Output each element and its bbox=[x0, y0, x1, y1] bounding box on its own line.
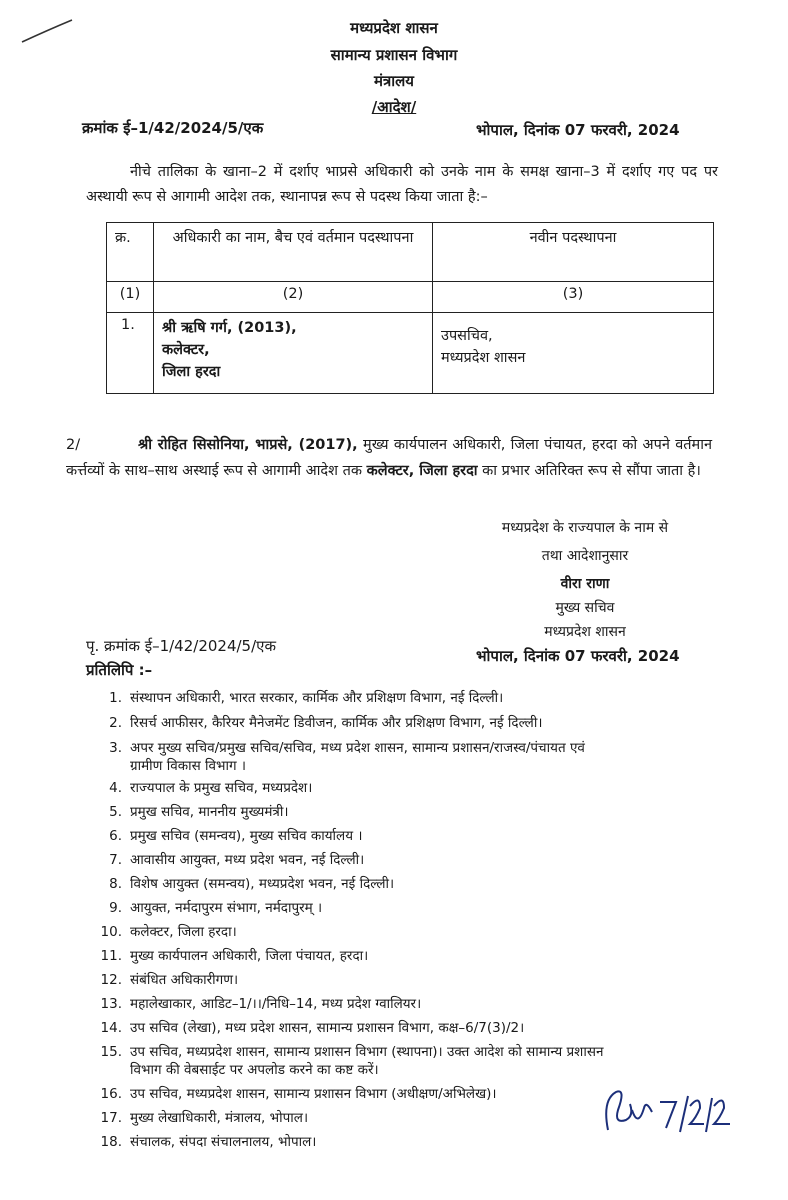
header-order-title: /आदेश/ bbox=[371, 98, 417, 116]
posting-table bbox=[106, 222, 714, 394]
header-department: सामान्य प्रशासन विभाग bbox=[330, 46, 458, 64]
officer-name: श्री ऋषि गर्ग, (2013), bbox=[162, 320, 297, 336]
signatory-office: मध्यप्रदेश शासन bbox=[544, 624, 626, 640]
header-officer: अधिकारी का नाम, बैच एवं वर्तमान पदस्थापना bbox=[154, 223, 433, 282]
para2-officer: श्री रोहित सिसोनिया, भाप्रसे, (2017), bbox=[138, 437, 358, 453]
order-date: भोपाल, दिनांक 07 फरवरी, 2024 bbox=[476, 121, 680, 139]
signature-line1: मध्यप्रदेश के राज्यपाल के नाम से bbox=[501, 520, 669, 536]
header-sno: क्र. bbox=[107, 223, 154, 282]
endorsement-number: पृ. क्रमांक ई–1/42/2024/5/एक bbox=[86, 637, 276, 655]
para2-number: 2/ bbox=[66, 437, 81, 453]
table-row bbox=[107, 313, 714, 394]
new-posting-line2: मध्यप्रदेश शासन bbox=[441, 350, 526, 366]
colnum-2: (2) bbox=[154, 282, 433, 313]
row-new-posting bbox=[433, 313, 714, 394]
handwritten-initials bbox=[596, 1080, 736, 1150]
list-item: 15. उप सचिव, मध्यप्रदेश शासन, सामान्य प्रशासन विभाग (स्थापना)। उक्त आदेश को सामान्य प्रशासन bbox=[100, 1044, 604, 1060]
signatory-designation: मुख्य सचिव bbox=[555, 600, 615, 616]
para2-text2: का प्रभार अतिरिक्त रूप से सौंपा जाता है। bbox=[477, 463, 701, 479]
header-new-posting: नवीन पदस्थापना bbox=[433, 223, 714, 282]
copy-label: प्रतिलिपि :– bbox=[86, 661, 153, 679]
list-item: 9. आयुक्त, नर्मदापुरम संभाग, नर्मदापुरम् । bbox=[109, 900, 323, 916]
intro-paragraph: नीचे तालिका के खाना–2 में दर्शाए भाप्रसे अधिकारी को उनके नाम के समक्ष खाना–3 में दर्शाए गए पद पर अस्थायी रूप से आगामी आदेश तक, स्थानापन्न रूप से पदस्थ किया जाता है:– bbox=[86, 164, 718, 205]
list-item: 18. संचालक, संपदा संचालनालय, भोपाल। bbox=[100, 1134, 317, 1150]
para2-charge: कलेक्टर, जिला हरदा bbox=[366, 463, 478, 479]
paragraph-2 bbox=[66, 432, 712, 484]
list-item: 13. महालेखाकार, आडिट–1/।।/निधि–14, मध्य प्रदेश ग्वालियर। bbox=[100, 996, 422, 1012]
row-officer bbox=[154, 313, 433, 394]
list-item: 1. संस्थापन अधिकारी, भारत सरकार, कार्मिक और प्रशिक्षण विभाग, नई दिल्ली। bbox=[109, 690, 504, 706]
list-item: 14. उप सचिव (लेखा), मध्य प्रदेश शासन, सामान्य प्रशासन विभाग, कक्ष–6/7(3)/2। bbox=[100, 1020, 525, 1036]
list-item-continuation: ग्रामीण विकास विभाग । bbox=[130, 758, 247, 774]
colnum-3: (3) bbox=[433, 282, 714, 313]
para2-text1: मुख्य कार्यपालन अधिकारी, जिला पंचायत, हरदा को अपने वर्तमान कर्त्तव्यों के साथ–साथ अस्थाई रूप से आगामी आदेश तक bbox=[66, 437, 712, 479]
officer-district: जिला हरदा bbox=[162, 364, 221, 380]
list-item-continuation: विभाग की वेबसाईट पर अपलोड करने का कष्ट करें। bbox=[130, 1062, 379, 1078]
list-item: 7. आवासीय आयुक्त, मध्य प्रदेश भवन, नई दिल्ली। bbox=[109, 852, 365, 868]
officer-post: कलेक्टर, bbox=[162, 342, 210, 358]
list-item: 3. अपर मुख्य सचिव/प्रमुख सचिव/सचिव, मध्य प्रदेश शासन, सामान्य प्रशासन/राजस्व/पंचायत एवं bbox=[109, 740, 585, 756]
colnum-1: (1) bbox=[107, 282, 154, 313]
list-item: 4. राज्यपाल के प्रमुख सचिव, मध्यप्रदेश। bbox=[109, 780, 313, 796]
signature-line2: तथा आदेशानुसार bbox=[541, 548, 629, 564]
signatory-name: वीरा राणा bbox=[560, 576, 610, 592]
row-sno: 1. bbox=[107, 313, 154, 394]
endorsement-date: भोपाल, दिनांक 07 फरवरी, 2024 bbox=[476, 647, 680, 665]
order-number: क्रमांक ई–1/42/2024/5/एक bbox=[82, 119, 264, 137]
list-item: 17. मुख्य लेखाधिकारी, मंत्रालय, भोपाल। bbox=[100, 1110, 309, 1126]
table-colnum-row bbox=[107, 282, 714, 313]
list-item: 5. प्रमुख सचिव, माननीय मुख्यमंत्री। bbox=[109, 804, 289, 820]
table-header-row bbox=[107, 223, 714, 282]
header-ministry: मंत्रालय bbox=[373, 72, 414, 90]
list-item: 12. संबंधित अधिकारीगण। bbox=[100, 972, 239, 988]
list-item: 2. रिसर्च आफीसर, कैरियर मैनेजमेंट डिवीजन, कार्मिक और प्रशिक्षण विभाग, नई दिल्ली। bbox=[109, 715, 543, 731]
list-item: 10. कलेक्टर, जिला हरदा। bbox=[100, 924, 237, 940]
list-item: 11. मुख्य कार्यपालन अधिकारी, जिला पंचायत, हरदा। bbox=[100, 948, 369, 964]
list-item: 8. विशेष आयुक्त (समन्वय), मध्यप्रदेश भवन, नई दिल्ली। bbox=[109, 876, 395, 892]
new-posting-line1: उपसचिव, bbox=[441, 328, 493, 344]
list-item: 16. उप सचिव, मध्यप्रदेश शासन, सामान्य प्रशासन विभाग (अधीक्षण/अभिलेख)। bbox=[100, 1086, 497, 1102]
list-item: 6. प्रमुख सचिव (समन्वय), मुख्य सचिव कार्यालय । bbox=[109, 828, 363, 844]
header-state: मध्यप्रदेश शासन bbox=[350, 19, 438, 37]
